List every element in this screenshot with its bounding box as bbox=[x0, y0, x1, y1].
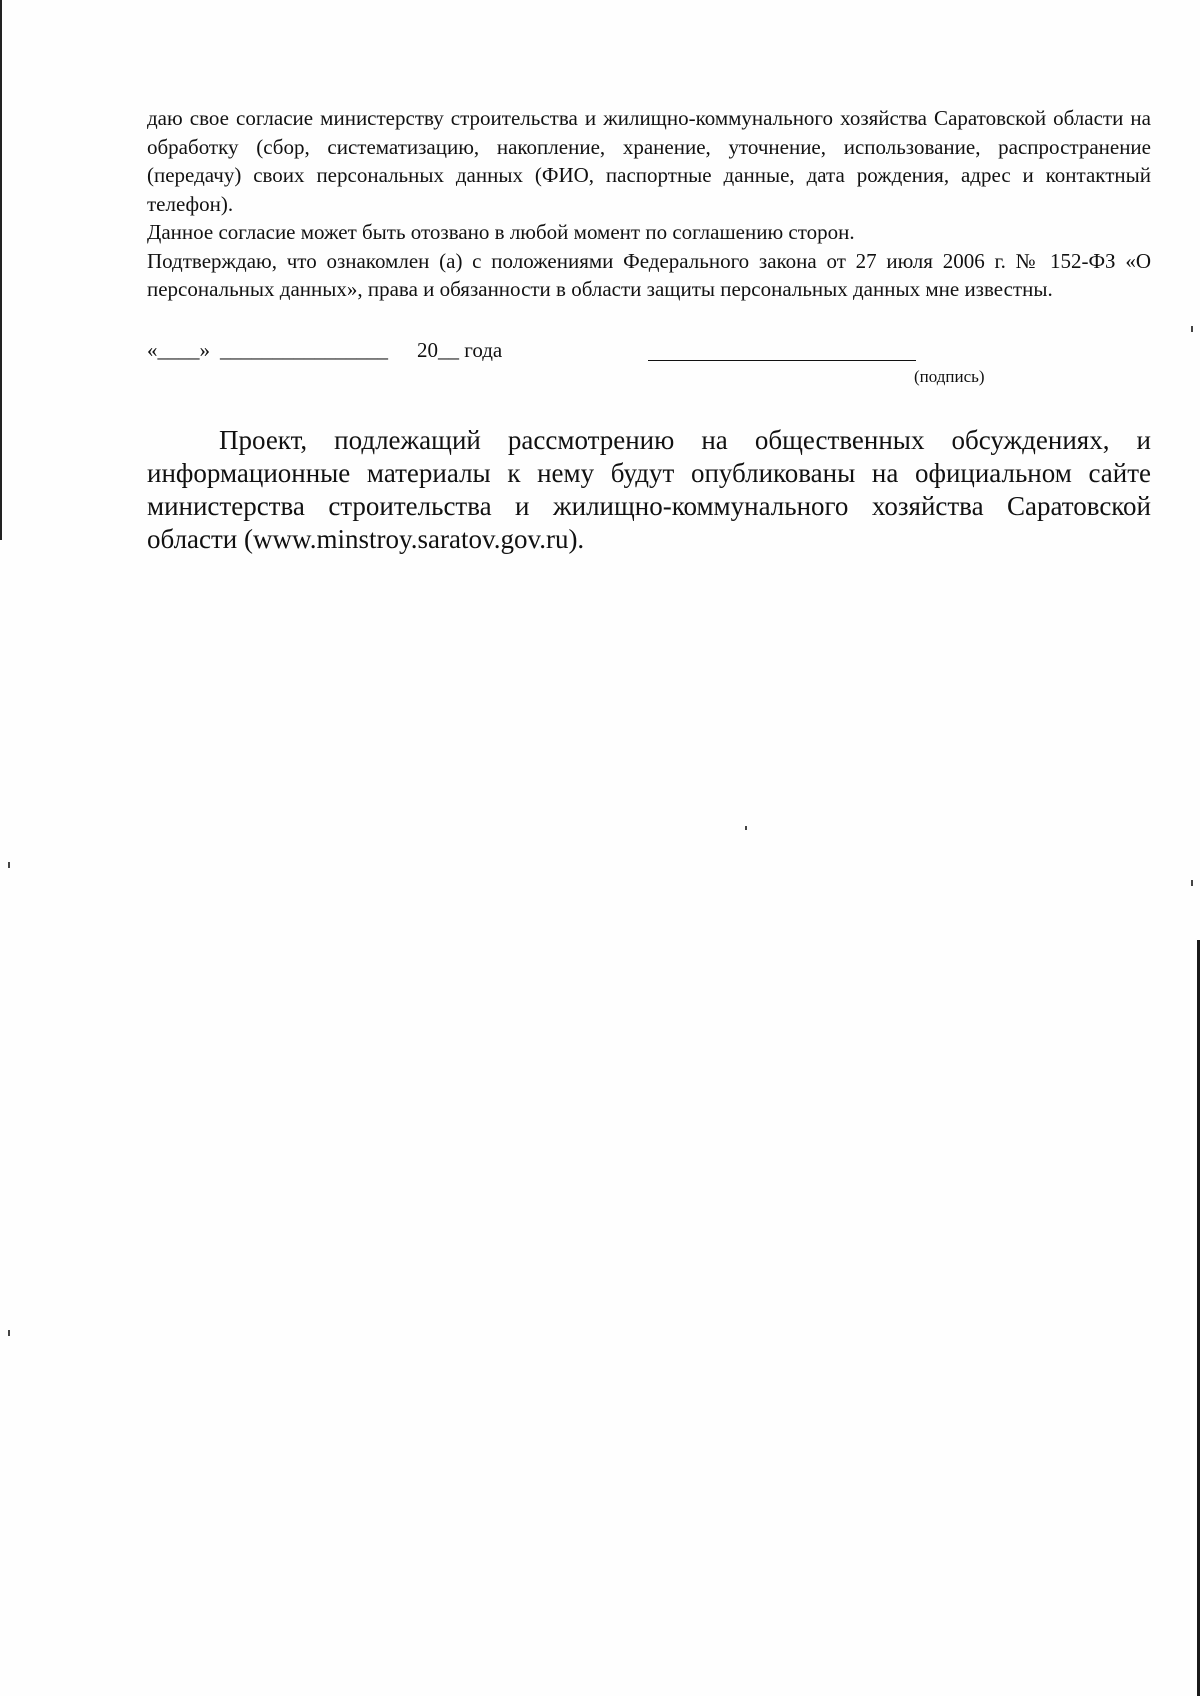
revocation-paragraph: Данное согласие может быть отозвано в любой момент по соглашению сторон. bbox=[147, 220, 855, 244]
date-month-field: ________________ bbox=[220, 338, 388, 362]
consent-block bbox=[147, 104, 1151, 304]
signature-caption: (подпись) bbox=[914, 367, 985, 386]
date-year-field: 20__ года bbox=[417, 338, 503, 362]
scan-speck bbox=[1191, 326, 1193, 332]
law-acknowledgement-paragraph: Подтверждаю, что ознакомлен (а) с положениями Федерального закона от 27 июля 2006 г. № 152-ФЗ «О персональных данных», права и обязанности в области защиты персональных данных мне известны. bbox=[147, 248, 1151, 301]
project-publication-paragraph: Проект, подлежащий рассмотрению на общественных обсуждениях, и информационные материалы к нему будут опубликованы на официальном сайте министерства строительства и жилищно-коммунального хозяйства Саратовской области (www.minstroy.saratov.gov.ru). bbox=[147, 425, 1151, 554]
consent-paragraph: даю свое согласие министерству строительства и жилищно-коммунального хозяйства Саратовской области на обработку (сбор, систематизацию, накопление, хранение, уточнение, использование, распространение (передачу) своих персональных данных (ФИО, паспортные данные, дата рождения, адрес и контактный телефон). bbox=[147, 106, 1151, 216]
scan-speck bbox=[745, 826, 747, 830]
date-day-field: «____» bbox=[147, 338, 210, 362]
scan-speck bbox=[8, 1330, 10, 1336]
scan-speck bbox=[1191, 880, 1193, 886]
signature-line bbox=[648, 360, 916, 361]
scan-edge-left bbox=[0, 0, 2, 540]
scan-speck bbox=[8, 862, 10, 868]
date-row bbox=[147, 338, 1151, 368]
